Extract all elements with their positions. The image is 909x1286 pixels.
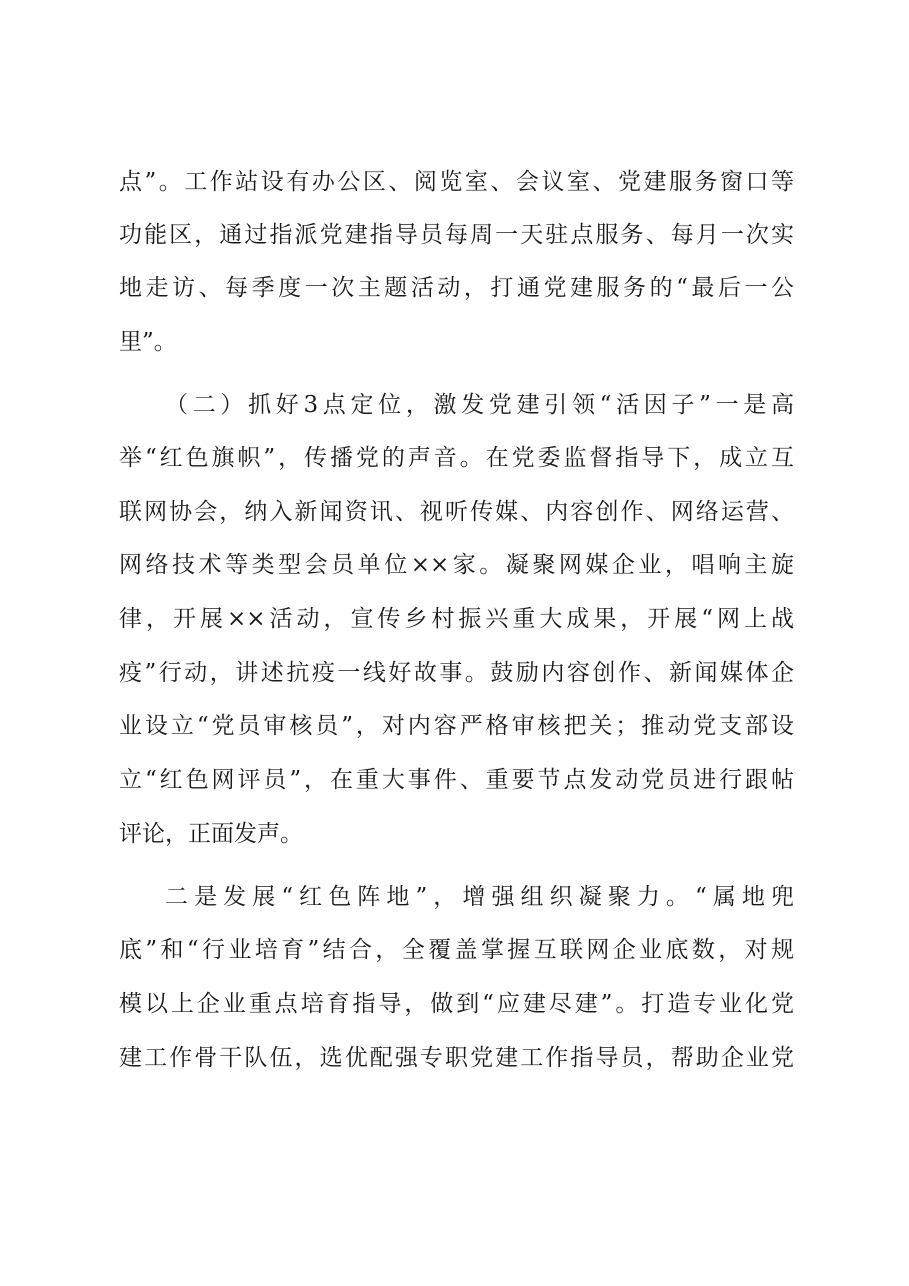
text-line: 建工作骨干队伍，选优配强专职党建工作指导员，帮助企业党	[119, 1045, 794, 1071]
text-line: 业设立“党员审核员”，对内容严格审核把关；推动党支部设	[119, 713, 794, 739]
text-line: 立“红色网评员”，在重大事件、重要节点发动党员进行跟帖	[119, 767, 794, 793]
text-line: 疫”行动，讲述抗疫一线好故事。鼓励内容创作、新闻媒体企	[119, 660, 794, 686]
text-line: 联网协会，纳入新闻资讯、视听传媒、内容创作、网络运营、	[119, 499, 794, 525]
text-line: 功能区，通过指派党建指导员每周一天驻点服务、每月一次实	[119, 222, 794, 248]
text-line: 律，开展××活动，宣传乡村振兴重大成果，开展“网上战	[119, 606, 794, 632]
text-line: 点”。工作站设有办公区、阅览室、会议室、党建服务窗口等	[119, 169, 794, 195]
text-line: （二）抓好3点定位，激发党建引领“活因子”一是高	[165, 392, 794, 418]
text-line: 地走访、每季度一次主题活动，打通党建服务的“最后一公	[119, 275, 794, 301]
text-line: 底”和“行业培育”结合，全覆盖掌握互联网企业底数，对规	[119, 937, 794, 963]
text-line: 评论，正面发声。	[119, 821, 303, 847]
text-line: 举“红色旗帜”，传播党的声音。在党委监督指导下，成立互	[119, 445, 794, 471]
text-line: 模以上企业重点培育指导，做到“应建尽建”。打造专业化党	[119, 991, 794, 1017]
text-line: 里”。	[119, 329, 177, 355]
text-line: 网络技术等类型会员单位××家。凝聚网媒企业，唱响主旋	[119, 552, 794, 578]
text-line: 二是发展“红色阵地”，增强组织凝聚力。“属地兜	[165, 884, 794, 910]
